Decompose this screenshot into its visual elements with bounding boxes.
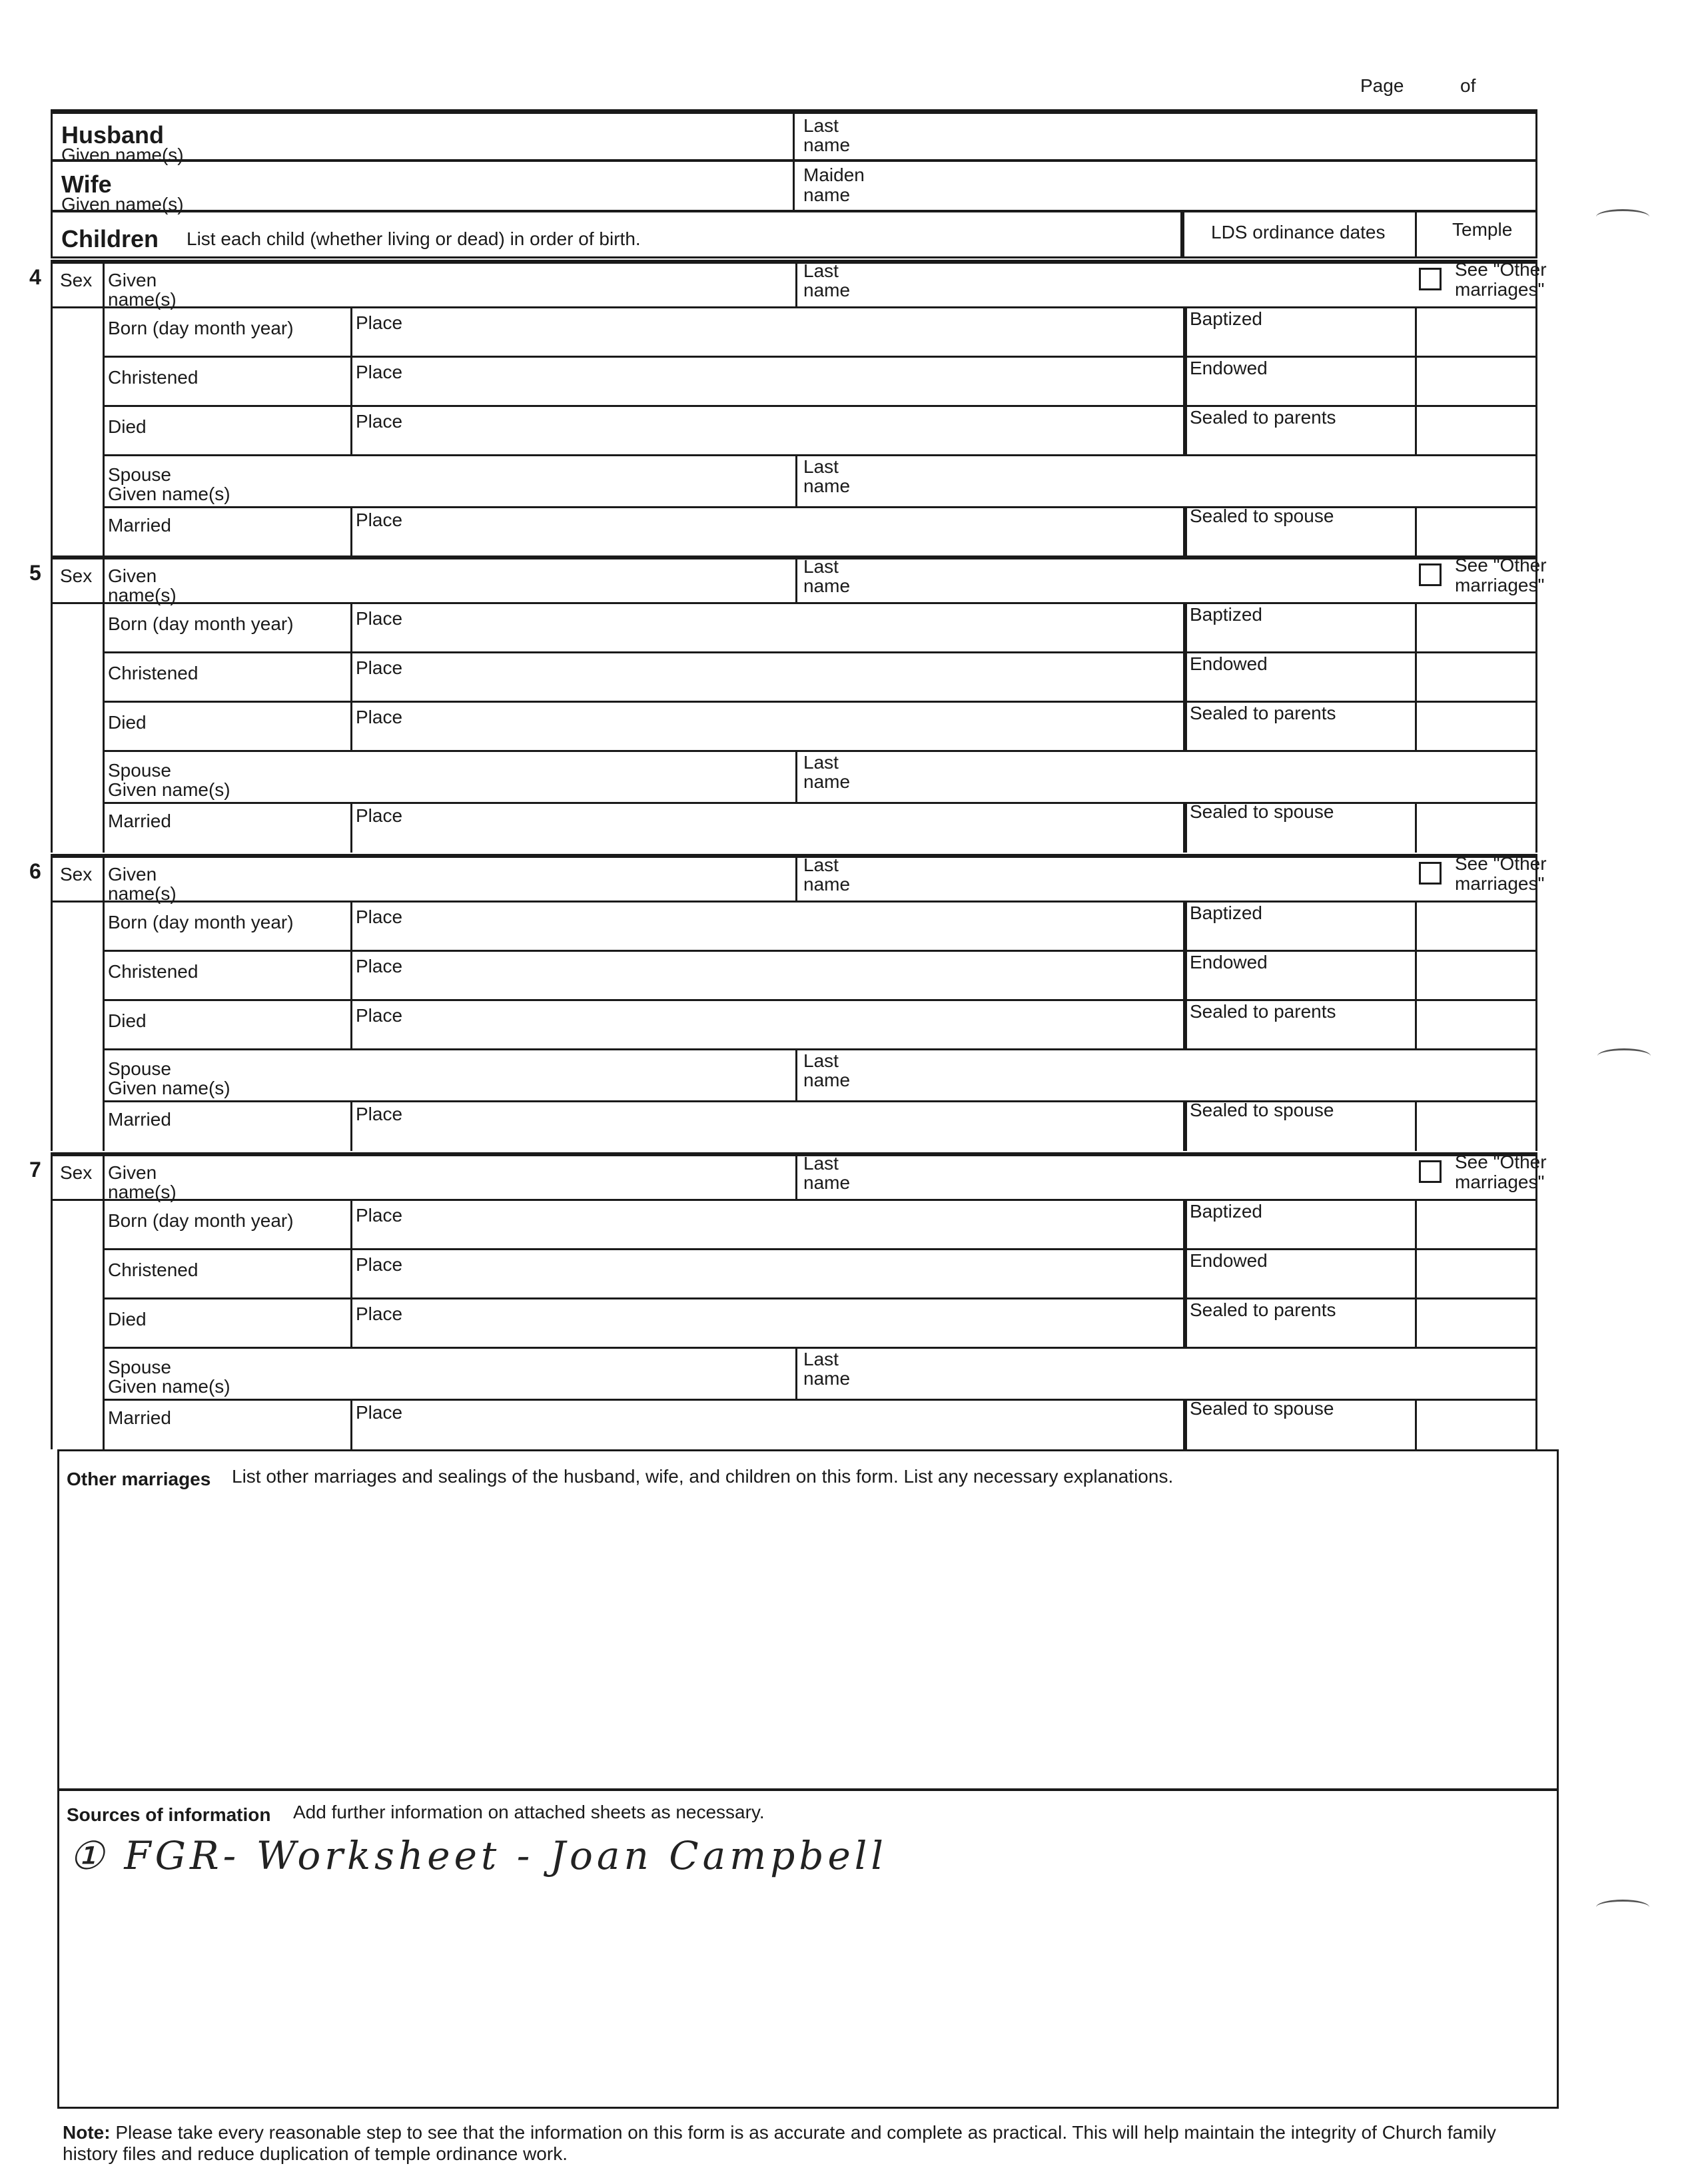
child-left-border: [51, 260, 53, 557]
endowed-label: Endowed: [1190, 1250, 1268, 1271]
child-temple-divider: [1415, 306, 1417, 454]
see-other-label-1: See "Other: [1455, 853, 1547, 874]
child-left-border: [51, 854, 53, 1151]
child-ordinance-divider: [1183, 901, 1187, 1048]
child-row-rule: [51, 901, 1537, 903]
note-label: Note:: [63, 2122, 111, 2143]
child-row-rule: [51, 306, 1537, 308]
married-label: Married: [108, 1407, 171, 1428]
born-place-label: Place: [356, 608, 403, 629]
married-event-divider: [350, 1100, 352, 1151]
born-place-label: Place: [356, 907, 403, 927]
child-top-rule: [51, 555, 1537, 559]
child-number: 7: [29, 1158, 41, 1182]
married-event-divider: [350, 1399, 352, 1449]
husband-title: Husband: [61, 121, 165, 149]
see-other-label-1: See "Other: [1455, 1152, 1547, 1172]
child-given-label-1: Given: [108, 864, 157, 885]
temple-header: Temple: [1452, 219, 1513, 240]
born-place-label: Place: [356, 1205, 403, 1226]
child-given-label-1: Given: [108, 1162, 157, 1183]
christened-place-label: Place: [356, 657, 403, 678]
children-header-divider-1: [1180, 210, 1184, 258]
child-sex-divider: [103, 854, 105, 1151]
see-other-label-2: marriages": [1455, 1172, 1545, 1192]
sealed-spouse-label: Sealed to spouse: [1190, 801, 1334, 822]
spouse-last-label-1: Last: [803, 1050, 839, 1071]
child-given-label-2: name(s): [108, 1182, 177, 1202]
child-sex-field[interactable]: [55, 589, 99, 614]
children-header-divider-2: [1415, 210, 1417, 258]
spouse-label-1: Spouse: [108, 1058, 171, 1079]
wife-title: Wife: [61, 171, 112, 198]
husband-given-field[interactable]: [280, 115, 786, 159]
born-label: Born (day month year): [108, 1210, 294, 1231]
child-number: 5: [29, 561, 41, 585]
child-sex-field[interactable]: [55, 1186, 99, 1211]
child-given-label-2: name(s): [108, 585, 177, 605]
child-sex-field[interactable]: [55, 293, 99, 318]
page-label: Page: [1360, 75, 1404, 96]
christened-label: Christened: [108, 367, 199, 388]
spouse-last-label-2: name: [803, 476, 851, 496]
christened-label: Christened: [108, 663, 199, 683]
child-name-divider: [795, 854, 797, 901]
wife-maiden-label-1: Maiden: [803, 165, 865, 185]
sources-title: Sources of information: [67, 1804, 271, 1825]
child-last-label-1: Last: [803, 855, 839, 875]
sealed-parents-label: Sealed to parents: [1190, 703, 1336, 723]
child-last-label-2: name: [803, 1172, 851, 1193]
married-temple-divider: [1415, 802, 1417, 853]
child-event-divider: [350, 602, 352, 750]
other-marriages-title: Other marriages: [67, 1469, 211, 1489]
child-last-label-1: Last: [803, 1153, 839, 1174]
married-temple-divider: [1415, 1399, 1417, 1449]
child-top-rule: [51, 1152, 1537, 1156]
spouse-divider: [795, 454, 797, 506]
child-given-label-1: Given: [108, 565, 157, 586]
wife-maiden-field[interactable]: [879, 164, 1532, 208]
child-row-rule: [103, 356, 1537, 358]
spouse-divider: [795, 1347, 797, 1399]
wife-given-label: Given name(s): [61, 194, 184, 214]
died-place-label: Place: [356, 707, 403, 727]
married-label: Married: [108, 811, 171, 831]
binder-hole-mark: [1596, 209, 1649, 224]
ordinance-dates-header: LDS ordinance dates: [1211, 222, 1386, 242]
child-number: 6: [29, 859, 41, 883]
child-right-border: [1535, 1152, 1537, 1449]
child-row-rule: [51, 602, 1537, 604]
child-sex-label: Sex: [60, 1162, 93, 1183]
sources-field[interactable]: [61, 1892, 1553, 2105]
died-label: Died: [108, 416, 147, 437]
child-given-label-2: name(s): [108, 289, 177, 310]
child-left-border: [51, 555, 53, 853]
baptized-label: Baptized: [1190, 1201, 1262, 1222]
see-other-label-2: marriages": [1455, 575, 1545, 595]
child-temple-divider: [1415, 901, 1417, 1048]
other-marriages-checkbox[interactable]: [1419, 1160, 1442, 1183]
spouse-last-label-1: Last: [803, 752, 839, 773]
sources-instruction: Add further information on attached sheets as necessary.: [293, 1802, 765, 1822]
died-label: Died: [108, 1309, 147, 1329]
see-other-label-1: See "Other: [1455, 259, 1547, 280]
child-last-label-2: name: [803, 280, 851, 300]
binder-hole-mark: [1596, 1900, 1649, 1915]
child-last-label-1: Last: [803, 260, 839, 281]
endowed-label: Endowed: [1190, 952, 1268, 972]
wife-divider: [793, 160, 795, 212]
sealed-spouse-label: Sealed to spouse: [1190, 1100, 1334, 1120]
married-ordinance-divider: [1183, 506, 1187, 557]
married-label: Married: [108, 515, 171, 536]
spouse-last-label-2: name: [803, 1368, 851, 1389]
born-label: Born (day month year): [108, 912, 294, 932]
child-given-label-1: Given: [108, 270, 157, 290]
spouse-label-1: Spouse: [108, 464, 171, 485]
died-place-label: Place: [356, 1005, 403, 1026]
see-other-label-2: marriages": [1455, 279, 1545, 300]
child-left-border: [51, 1152, 53, 1449]
spouse-last-label-1: Last: [803, 456, 839, 477]
sealed-parents-label: Sealed to parents: [1190, 407, 1336, 428]
sealed-parents-label: Sealed to parents: [1190, 1299, 1336, 1320]
sealed-spouse-label: Sealed to spouse: [1190, 506, 1334, 526]
married-label: Married: [108, 1109, 171, 1130]
child-last-label-2: name: [803, 874, 851, 895]
husband-last-field[interactable]: [879, 115, 1532, 159]
christened-place-label: Place: [356, 1254, 403, 1275]
born-place-label: Place: [356, 312, 403, 333]
child-sex-label: Sex: [60, 270, 93, 290]
children-instruction: List each child (whether living or dead) in order of birth.: [187, 228, 641, 249]
christened-place-label: Place: [356, 956, 403, 976]
spouse-label-2: Given name(s): [108, 1376, 230, 1397]
husband-last-label-2: name: [803, 135, 851, 155]
husband-divider: [793, 112, 795, 161]
died-label: Died: [108, 1010, 147, 1031]
child-name-divider: [795, 555, 797, 602]
other-marriages-instruction: List other marriages and sealings of the husband, wife, and children on this form. List any necessary explanations.: [232, 1466, 1174, 1487]
married-ordinance-divider: [1183, 802, 1187, 853]
footer-note: [63, 2122, 1555, 2165]
married-place-label: Place: [356, 805, 403, 826]
died-place-label: Place: [356, 1303, 403, 1324]
note-text: Please take every reasonable step to see that the information on this form is as accurate and complete as practical. This will help maintain the integrity of Church family history files and reduce duplication of temple ordinance work.: [63, 2122, 1496, 2164]
child-right-border: [1535, 854, 1537, 1151]
married-event-divider: [350, 506, 352, 557]
married-place-label: Place: [356, 510, 403, 530]
married-place-label: Place: [356, 1104, 403, 1124]
spouse-label-2: Given name(s): [108, 484, 230, 504]
child-ordinance-divider: [1183, 602, 1187, 750]
other-marriages-checkbox[interactable]: [1419, 862, 1442, 885]
child-temple-divider: [1415, 602, 1417, 750]
child-temple-divider: [1415, 1199, 1417, 1347]
married-event-divider: [350, 802, 352, 853]
spouse-last-label-2: name: [803, 1070, 851, 1090]
married-temple-divider: [1415, 1100, 1417, 1151]
other-marriages-checkbox[interactable]: [1419, 563, 1442, 586]
wife-maiden-label-2: name: [803, 184, 851, 205]
child-event-divider: [350, 901, 352, 1048]
child-given-label-2: name(s): [108, 883, 177, 904]
child-ordinance-divider: [1183, 306, 1187, 454]
married-place-label: Place: [356, 1402, 403, 1423]
child-row-rule: [103, 651, 1537, 653]
child-sex-divider: [103, 1152, 105, 1449]
child-row-rule: [103, 1248, 1537, 1250]
see-other-label-2: marriages": [1455, 873, 1545, 894]
endowed-label: Endowed: [1190, 358, 1268, 378]
christened-label: Christened: [108, 1260, 199, 1280]
sealed-spouse-label: Sealed to spouse: [1190, 1398, 1334, 1419]
binder-hole-mark: [1597, 1048, 1651, 1064]
sealed-parents-label: Sealed to parents: [1190, 1001, 1336, 1022]
endowed-label: Endowed: [1190, 653, 1268, 674]
baptized-label: Baptized: [1190, 604, 1262, 625]
child-number: 4: [29, 265, 41, 289]
died-place-label: Place: [356, 411, 403, 432]
handwritten-source-entry: ① FGR- Worksheet - Joan Campbell: [69, 1833, 887, 1878]
child-last-label-1: Last: [803, 556, 839, 577]
spouse-label-2: Given name(s): [108, 779, 230, 800]
baptized-label: Baptized: [1190, 308, 1262, 329]
other-marriages-field[interactable]: [61, 1493, 1553, 1786]
child-row-rule: [51, 1199, 1537, 1201]
christened-label: Christened: [108, 961, 199, 982]
born-label: Born (day month year): [108, 613, 294, 634]
child-event-divider: [350, 306, 352, 454]
christened-place-label: Place: [356, 362, 403, 382]
married-ordinance-divider: [1183, 1100, 1187, 1151]
child-sex-divider: [103, 555, 105, 853]
baptized-label: Baptized: [1190, 903, 1262, 923]
husband-last-label-1: Last: [803, 115, 839, 136]
spouse-divider: [795, 1048, 797, 1100]
children-title: Children: [61, 225, 159, 252]
born-label: Born (day month year): [108, 318, 294, 338]
child-ordinance-divider: [1183, 1199, 1187, 1347]
spouse-last-label-1: Last: [803, 1349, 839, 1369]
of-label: of: [1460, 75, 1476, 96]
spouse-last-label-2: name: [803, 771, 851, 792]
wife-given-field[interactable]: [280, 164, 786, 208]
spouse-label-2: Given name(s): [108, 1078, 230, 1098]
child-sex-label: Sex: [60, 565, 93, 586]
child-top-rule: [51, 260, 1537, 264]
child-last-label-2: name: [803, 575, 851, 596]
child-name-divider: [795, 260, 797, 306]
child-sex-field[interactable]: [55, 887, 99, 912]
husband-given-label: Given name(s): [61, 145, 184, 165]
see-other-label-1: See "Other: [1455, 555, 1547, 575]
child-sex-divider: [103, 260, 105, 557]
child-sex-label: Sex: [60, 864, 93, 885]
child-right-border: [1535, 555, 1537, 853]
married-temple-divider: [1415, 506, 1417, 557]
spouse-label-1: Spouse: [108, 1357, 171, 1377]
child-row-rule: [103, 950, 1537, 952]
died-label: Died: [108, 712, 147, 733]
child-name-divider: [795, 1152, 797, 1199]
spouse-divider: [795, 750, 797, 802]
child-event-divider: [350, 1199, 352, 1347]
married-ordinance-divider: [1183, 1399, 1187, 1449]
other-marriages-checkbox[interactable]: [1419, 268, 1442, 290]
spouse-label-1: Spouse: [108, 760, 171, 781]
child-right-border: [1535, 260, 1537, 557]
child-top-rule: [51, 854, 1537, 858]
